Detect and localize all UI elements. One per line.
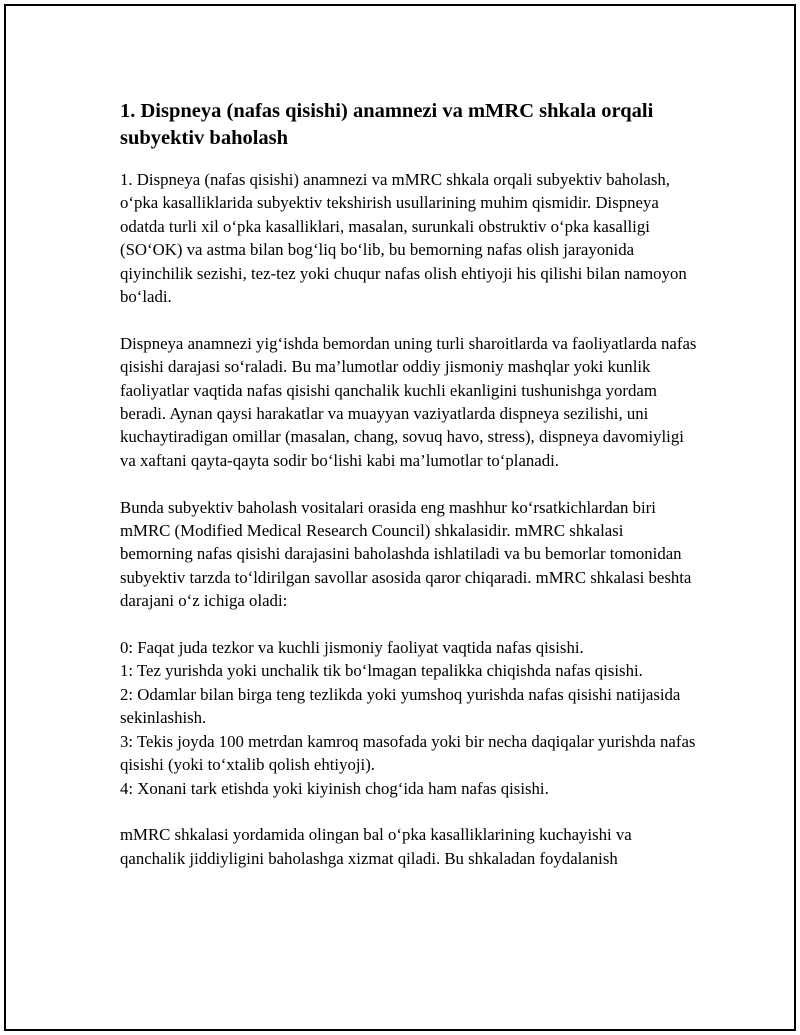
scale-item-1: 1: Tez yurishda yoki unchalik tik bo‘lmagan tepalikka chiqishda nafas qisishi. xyxy=(120,661,643,681)
page-border xyxy=(4,4,796,1031)
scale-item-4: 4: Xonani tark etishda yoki kiyinish chog‘ida ham nafas qisishi. xyxy=(120,778,549,798)
scale-item-3: 3: Tekis joyda 100 metrdan kamroq masofada yoki bir necha daqiqalar yurishda nafas qisishi (yoki to‘xtalib qolish ehtiyoji). xyxy=(120,731,696,775)
scale-item-0: 0: Faqat juda tezkor va kuchli jismoniy faoliyat vaqtida nafas qisishi. xyxy=(120,638,584,658)
paragraph-anamnesis: Dispneya anamnezi yig‘ishda bemordan uning turli sharoitlarda va faoliyatlarda nafas qisishi darajasi so‘raladi. Bu ma’lumotlar oddiy jismoniy mashqlar yoki kunlik faoliyatlar vaqtida nafas qisishi qanchalik kuchli ekanligini tushunishga yordam beradi. Aynan qaysi harakatlar va muayyan vaziyatlarda dispneya sezilishi, uni kuchaytiradigan omillar (masalan, chang, sovuq havo, stress), dispneya davomiyligi va xaftani qayta-qayta sodir bo‘lishi kabi ma’lumotlar to‘planadi. xyxy=(120,333,697,470)
paragraph-gap xyxy=(120,472,700,495)
document-body xyxy=(120,98,700,870)
section-heading: 1. Dispneya (nafas qisishi) anamnezi va mMRC shkala orqali subyektiv baholash xyxy=(120,100,654,149)
paragraph-gap xyxy=(120,308,700,331)
scale-item-2: 2: Odamlar bilan birga teng tezlikda yoki yumshoq yurishda nafas qisishi natijasida sekinlashish. xyxy=(120,684,681,728)
paragraph-gap xyxy=(120,800,700,823)
paragraph-intro: 1. Dispneya (nafas qisishi) anamnezi va mMRC shkala orqali subyektiv baholash, o‘pka kasalliklarida subyektiv tekshirish usullarining muhim qismidir. Dispneya odatda turli xil o‘pka kasalliklari, masalan, surunkali obstruktiv o‘pka kasalligi (SO‘OK) va astma bilan bog‘liq bo‘lib, bu bemorning nafas olish jarayonida qiyinchilik sezishi, tez-tez yoki chuqur nafas olish ehtiyoji his qilishi bilan namoyon bo‘ladi. xyxy=(120,170,687,307)
paragraph-closing: mMRC shkalasi yordamida olingan bal o‘pka kasalliklarining kuchayishi va qanchalik jiddiyligini baholashga xizmat qiladi. Bu shkaladan foydalanish xyxy=(120,825,632,868)
paragraph-mmrc-intro: Bunda subyektiv baholash vositalari orasida eng mashhur ko‘rsatkichlardan biri mMRC (Modified Medical Research Council) shkalasidir. mMRC shkalasi bemorning nafas qisishi darajasini baholashda ishlatiladi va bu bemorlar tomonidan subyektiv tarzda to‘ldirilgan savollar asosida qaror chiqaradi. mMRC shkalasi beshta darajani o‘z ichiga oladi: xyxy=(120,497,692,611)
paragraph-gap xyxy=(120,613,700,636)
